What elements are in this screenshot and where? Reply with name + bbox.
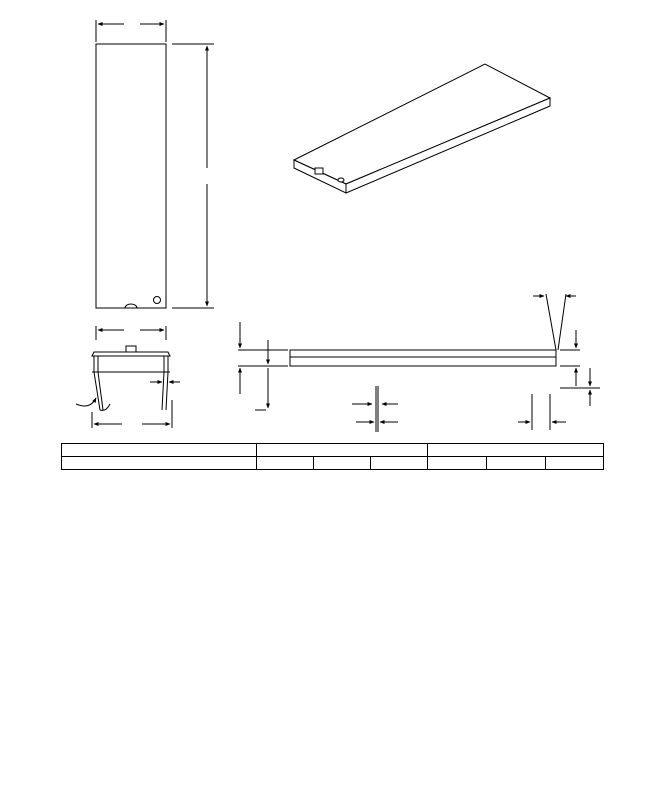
side-body xyxy=(290,350,556,366)
iso-dot xyxy=(338,178,344,182)
header-row-units xyxy=(62,444,604,457)
units-label xyxy=(62,444,257,457)
inches-header xyxy=(256,444,428,457)
iso-notch xyxy=(315,168,323,174)
mm-min-header xyxy=(428,457,487,470)
end-left-lead xyxy=(94,356,103,410)
header-row-limits xyxy=(62,457,604,470)
end-right-lead xyxy=(162,356,168,410)
mm-nom-header xyxy=(487,457,546,470)
dimension-limits-label xyxy=(62,457,257,470)
end-body xyxy=(92,352,170,356)
end-view xyxy=(76,326,180,428)
in-max-header xyxy=(370,457,428,470)
iso-top xyxy=(294,64,550,184)
in-min-header xyxy=(256,457,313,470)
side-view xyxy=(238,294,600,432)
dimension-table xyxy=(61,443,604,470)
top-view xyxy=(96,20,214,308)
in-nom-header xyxy=(313,457,370,470)
iso-view xyxy=(294,64,550,193)
mm-header xyxy=(428,444,604,457)
top-view-body xyxy=(96,44,166,308)
end-tab xyxy=(126,346,136,352)
mm-max-header xyxy=(546,457,604,470)
